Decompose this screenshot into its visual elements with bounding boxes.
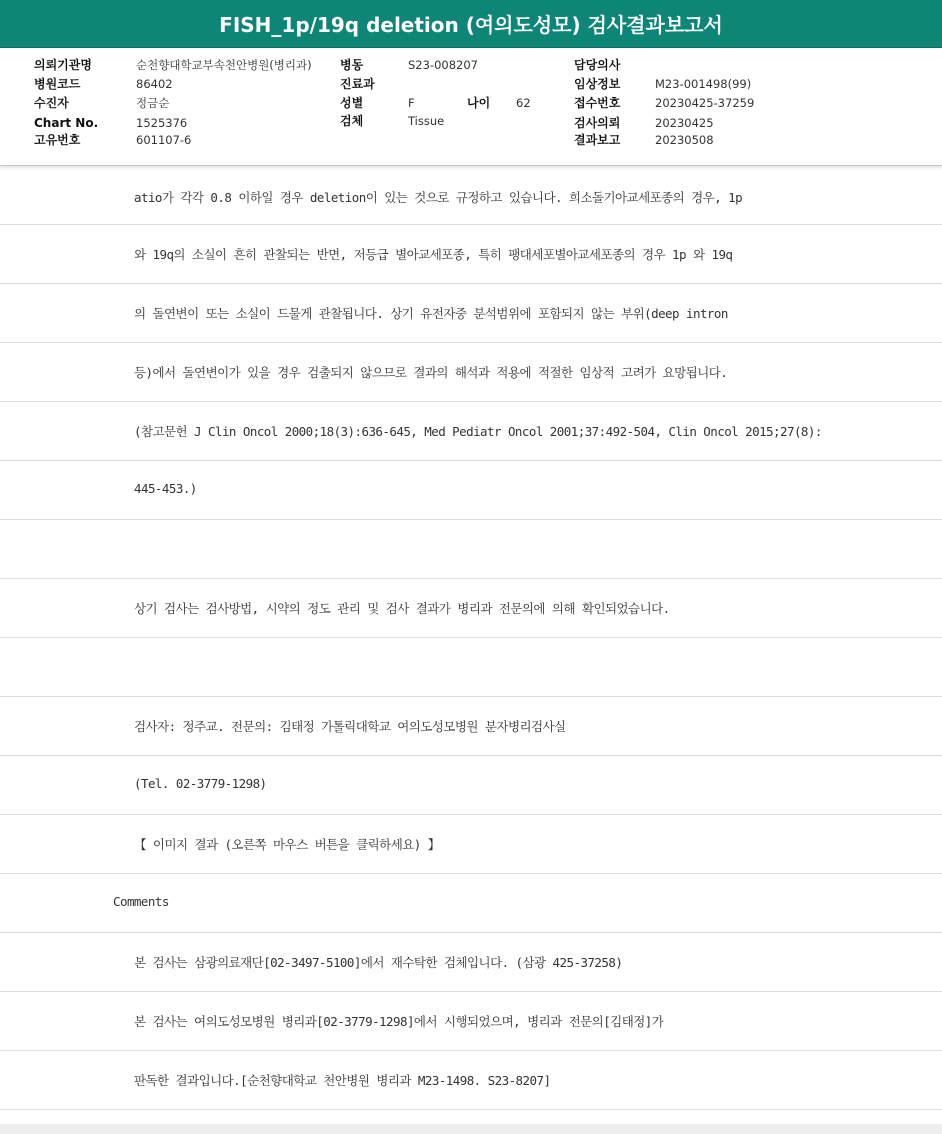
report-line-text: (참고문헌 J Clin Oncol 2000;18(3):636-645, Med Pediatr Oncol 2001;37:492-504, Clin Oncol 2015;27(8): xyxy=(134,424,822,439)
institution-label: 의뢰기관명 xyxy=(34,58,92,72)
report-line-text: 판독한 결과입니다.[순천향대학교 천안병원 병리과 M23-1498. S23-8207] xyxy=(134,1073,551,1088)
hospital-code-value: 86402 xyxy=(136,77,173,91)
image-result-link[interactable]: 【 이미지 결과 (오른쪽 마우스 버튼을 클릭하세요) 】 xyxy=(134,837,440,852)
unique-no-value: 601107-6 xyxy=(136,133,192,147)
ward-label: 병동 xyxy=(340,58,364,72)
chart-no-value: 1525376 xyxy=(136,116,188,130)
request-date-value: 20230425 xyxy=(655,116,714,130)
bottom-scroll-strip xyxy=(0,1124,942,1134)
report-line xyxy=(0,166,942,225)
report-line xyxy=(0,343,942,402)
report-line xyxy=(0,284,942,343)
chart-no-label: Chart No. xyxy=(34,116,99,130)
specimen-label: 검체 xyxy=(340,114,364,128)
patient-info-panel xyxy=(0,48,942,166)
report-line xyxy=(0,579,942,638)
report-line-text: (Tel. 02-3779-1298) xyxy=(134,776,267,791)
report-line-text: 본 검사는 여의도성모병원 병리과[02-3779-1298]에서 시행되었으며, 병리과 전문의[김태정]가 xyxy=(134,1014,664,1029)
report-date-value: 20230508 xyxy=(655,133,714,147)
patient-value: 정금순 xyxy=(136,96,170,110)
ward-value: S23-008207 xyxy=(408,58,478,72)
report-line xyxy=(0,756,942,815)
unique-no-label: 고유번호 xyxy=(34,133,81,147)
report-line-text: 검사자: 정주교. 전문의: 김태정 가톨릭대학교 여의도성모병원 분자병리검사실 xyxy=(134,719,566,734)
report-line xyxy=(0,225,942,284)
report-line-text: 상기 검사는 검사방법, 시약의 정도 관리 및 검사 결과가 병리과 전문의에 의해 확인되었습니다. xyxy=(134,601,670,616)
report-line xyxy=(0,992,942,1051)
report-title-bar xyxy=(0,0,942,48)
department-label: 진료과 xyxy=(340,77,375,91)
institution-value: 순천향대학교부속천안병원(병리과) xyxy=(136,58,312,72)
report-line-text: 와 19q의 소실이 흔히 관찰되는 반면, 저등급 별아교세포종, 특히 팽대세포별아교세포종의 경우 1p 와 19q xyxy=(134,247,733,262)
report-line xyxy=(0,520,942,579)
report-line xyxy=(0,461,942,520)
image-result-line[interactable] xyxy=(0,815,942,874)
report-line xyxy=(0,697,942,756)
report-line-text: atio가 각각 0.8 이하일 경우 deletion이 있는 것으로 규정하고 있습니다. 희소돌기아교세포종의 경우, 1p xyxy=(134,190,743,205)
report-line xyxy=(0,933,942,992)
clinical-info-value: M23-001498(99) xyxy=(655,77,752,91)
report-body[interactable] xyxy=(0,166,942,1124)
report-line-text: 의 돌연변이 또는 소실이 드물게 관찰됩니다. 상기 유전자중 분석범위에 포함되지 않는 부위(deep intron xyxy=(134,306,728,321)
report-line-text: 등)에서 돌연변이가 있을 경우 검출되지 않으므로 결과의 해석과 적용에 적절한 임상적 고려가 요망됩니다. xyxy=(134,365,728,380)
clinical-info-label: 임상정보 xyxy=(574,77,621,91)
report-title: FISH_1p/19q deletion (여의도성모) 검사결과보고서 xyxy=(219,13,723,37)
age-label: 나이 xyxy=(467,96,491,110)
comments-heading: Comments xyxy=(113,894,169,909)
sex-label: 성별 xyxy=(340,96,364,110)
report-line xyxy=(0,1051,942,1110)
patient-label: 수진자 xyxy=(34,96,69,110)
sex-value: F xyxy=(408,96,415,110)
report-line-text: 본 검사는 삼광의료재단[02-3497-5100]에서 재수탁한 검체입니다. (삼광 425-37258) xyxy=(134,955,623,970)
report-line-text: 445-453.) xyxy=(134,481,197,496)
report-line xyxy=(0,402,942,461)
report-line xyxy=(0,638,942,697)
comments-heading-row xyxy=(0,874,942,933)
specimen-value: Tissue xyxy=(408,114,445,128)
hospital-code-label: 병원코드 xyxy=(34,77,81,91)
receipt-no-label: 접수번호 xyxy=(574,96,621,110)
request-date-label: 검사의뢰 xyxy=(574,116,621,130)
receipt-no-value: 20230425-37259 xyxy=(655,96,755,110)
report-date-label: 결과보고 xyxy=(574,133,621,147)
doctor-label: 담당의사 xyxy=(574,58,621,72)
age-value: 62 xyxy=(516,96,531,110)
